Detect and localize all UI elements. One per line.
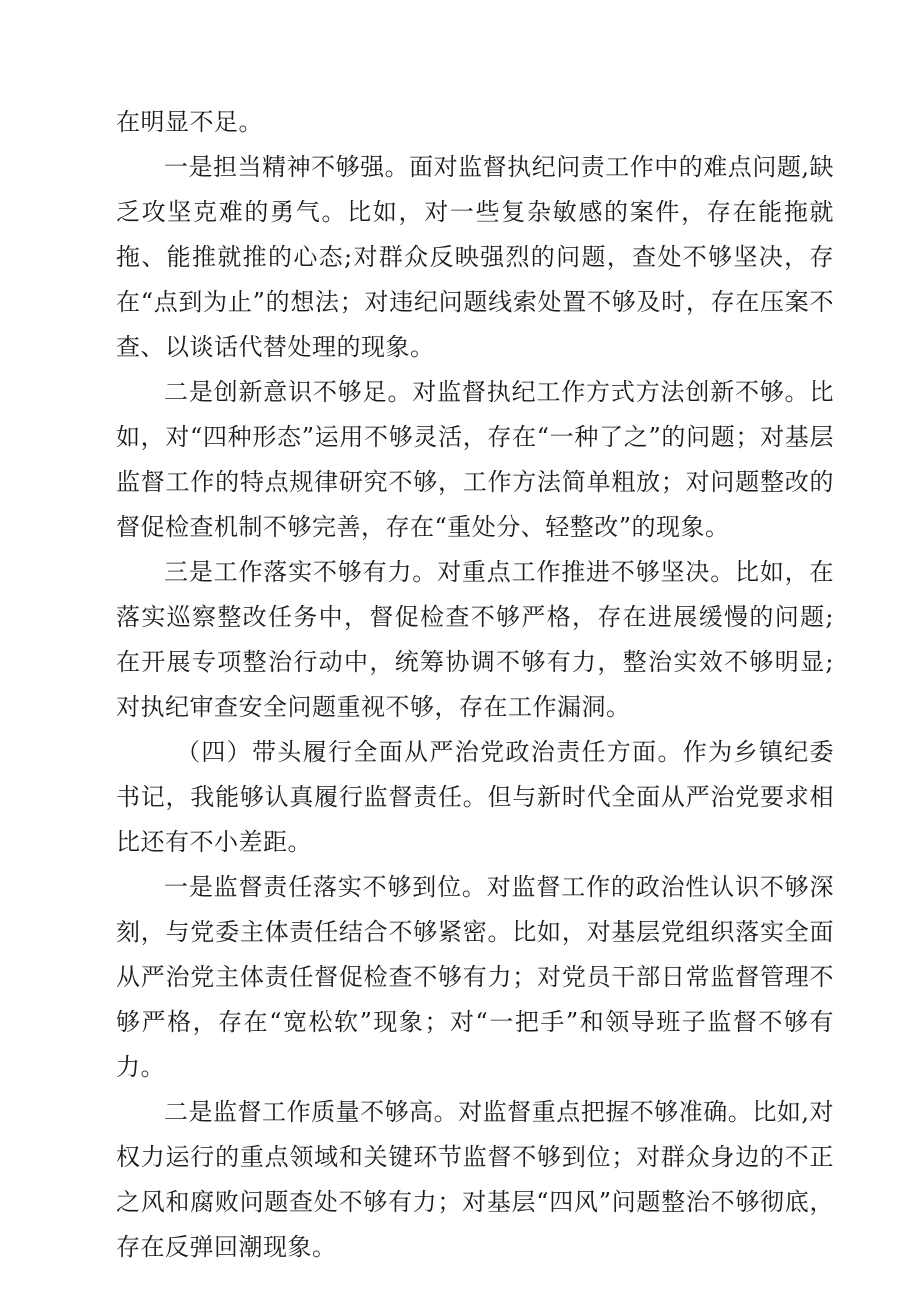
paragraph-point-3-implementation: 三是工作落实不够有力。对重点工作推进不够坚决。比如，在落实巡察整改任务中，督促检查不够严格，存在进展缓慢的问题;在开展专项整治行动中，统筹协调不够有力，整治实效不够明显;对执纪审查安全问题重视不够，存在工作漏洞。 [116, 558, 834, 721]
paragraph-continuation: 在明显不足。 [116, 108, 263, 136]
paragraph-point-2-quality: 二是监督工作质量不够高。对监督重点把握不够准确。比如,对权力运行的重点领域和关键环节监督不够到位；对群众身边的不正之风和腐败问题查处不够有力；对基层“四风”问题整治不够彻底，存在反弹回潮现象。 [116, 1098, 834, 1261]
paragraph-point-2-innovation: 二是创新意识不够足。对监督执纪工作方式方法创新不够。比如，对“四种形态”运用不够灵活，存在“一种了之”的问题；对基层监督工作的特点规律研究不够，工作方法简单粗放；对问题整改的督促检查机制不够完善，存在“重处分、轻整改”的现象。 [116, 378, 834, 541]
paragraph-section-4-heading: （四）带头履行全面从严治党政治责任方面。作为乡镇纪委书记，我能够认真履行监督责任。但与新时代全面从严治党要求相比还有不小差距。 [116, 738, 834, 856]
document-body [116, 100, 834, 1270]
paragraph-point-1-supervision: 一是监督责任落实不够到位。对监督工作的政治性认识不够深刻，与党委主体责任结合不够紧密。比如，对基层党组织落实全面从严治党主体责任督促检查不够有力；对党员干部日常监督管理不够严格，存在“宽松软”现象；对“一把手”和领导班子监督不够有力。 [116, 873, 834, 1081]
paragraph-point-1-courage: 一是担当精神不够强。面对监督执纪问责工作中的难点问题,缺乏攻坚克难的勇气。比如，对一些复杂敏感的案件，存在能拖就拖、能推就推的心态;对群众反映强烈的问题，查处不够坚决，存在“点到为止”的想法；对违纪问题线索处置不够及时，存在压案不查、以谈话代替处理的现象。 [116, 153, 834, 361]
